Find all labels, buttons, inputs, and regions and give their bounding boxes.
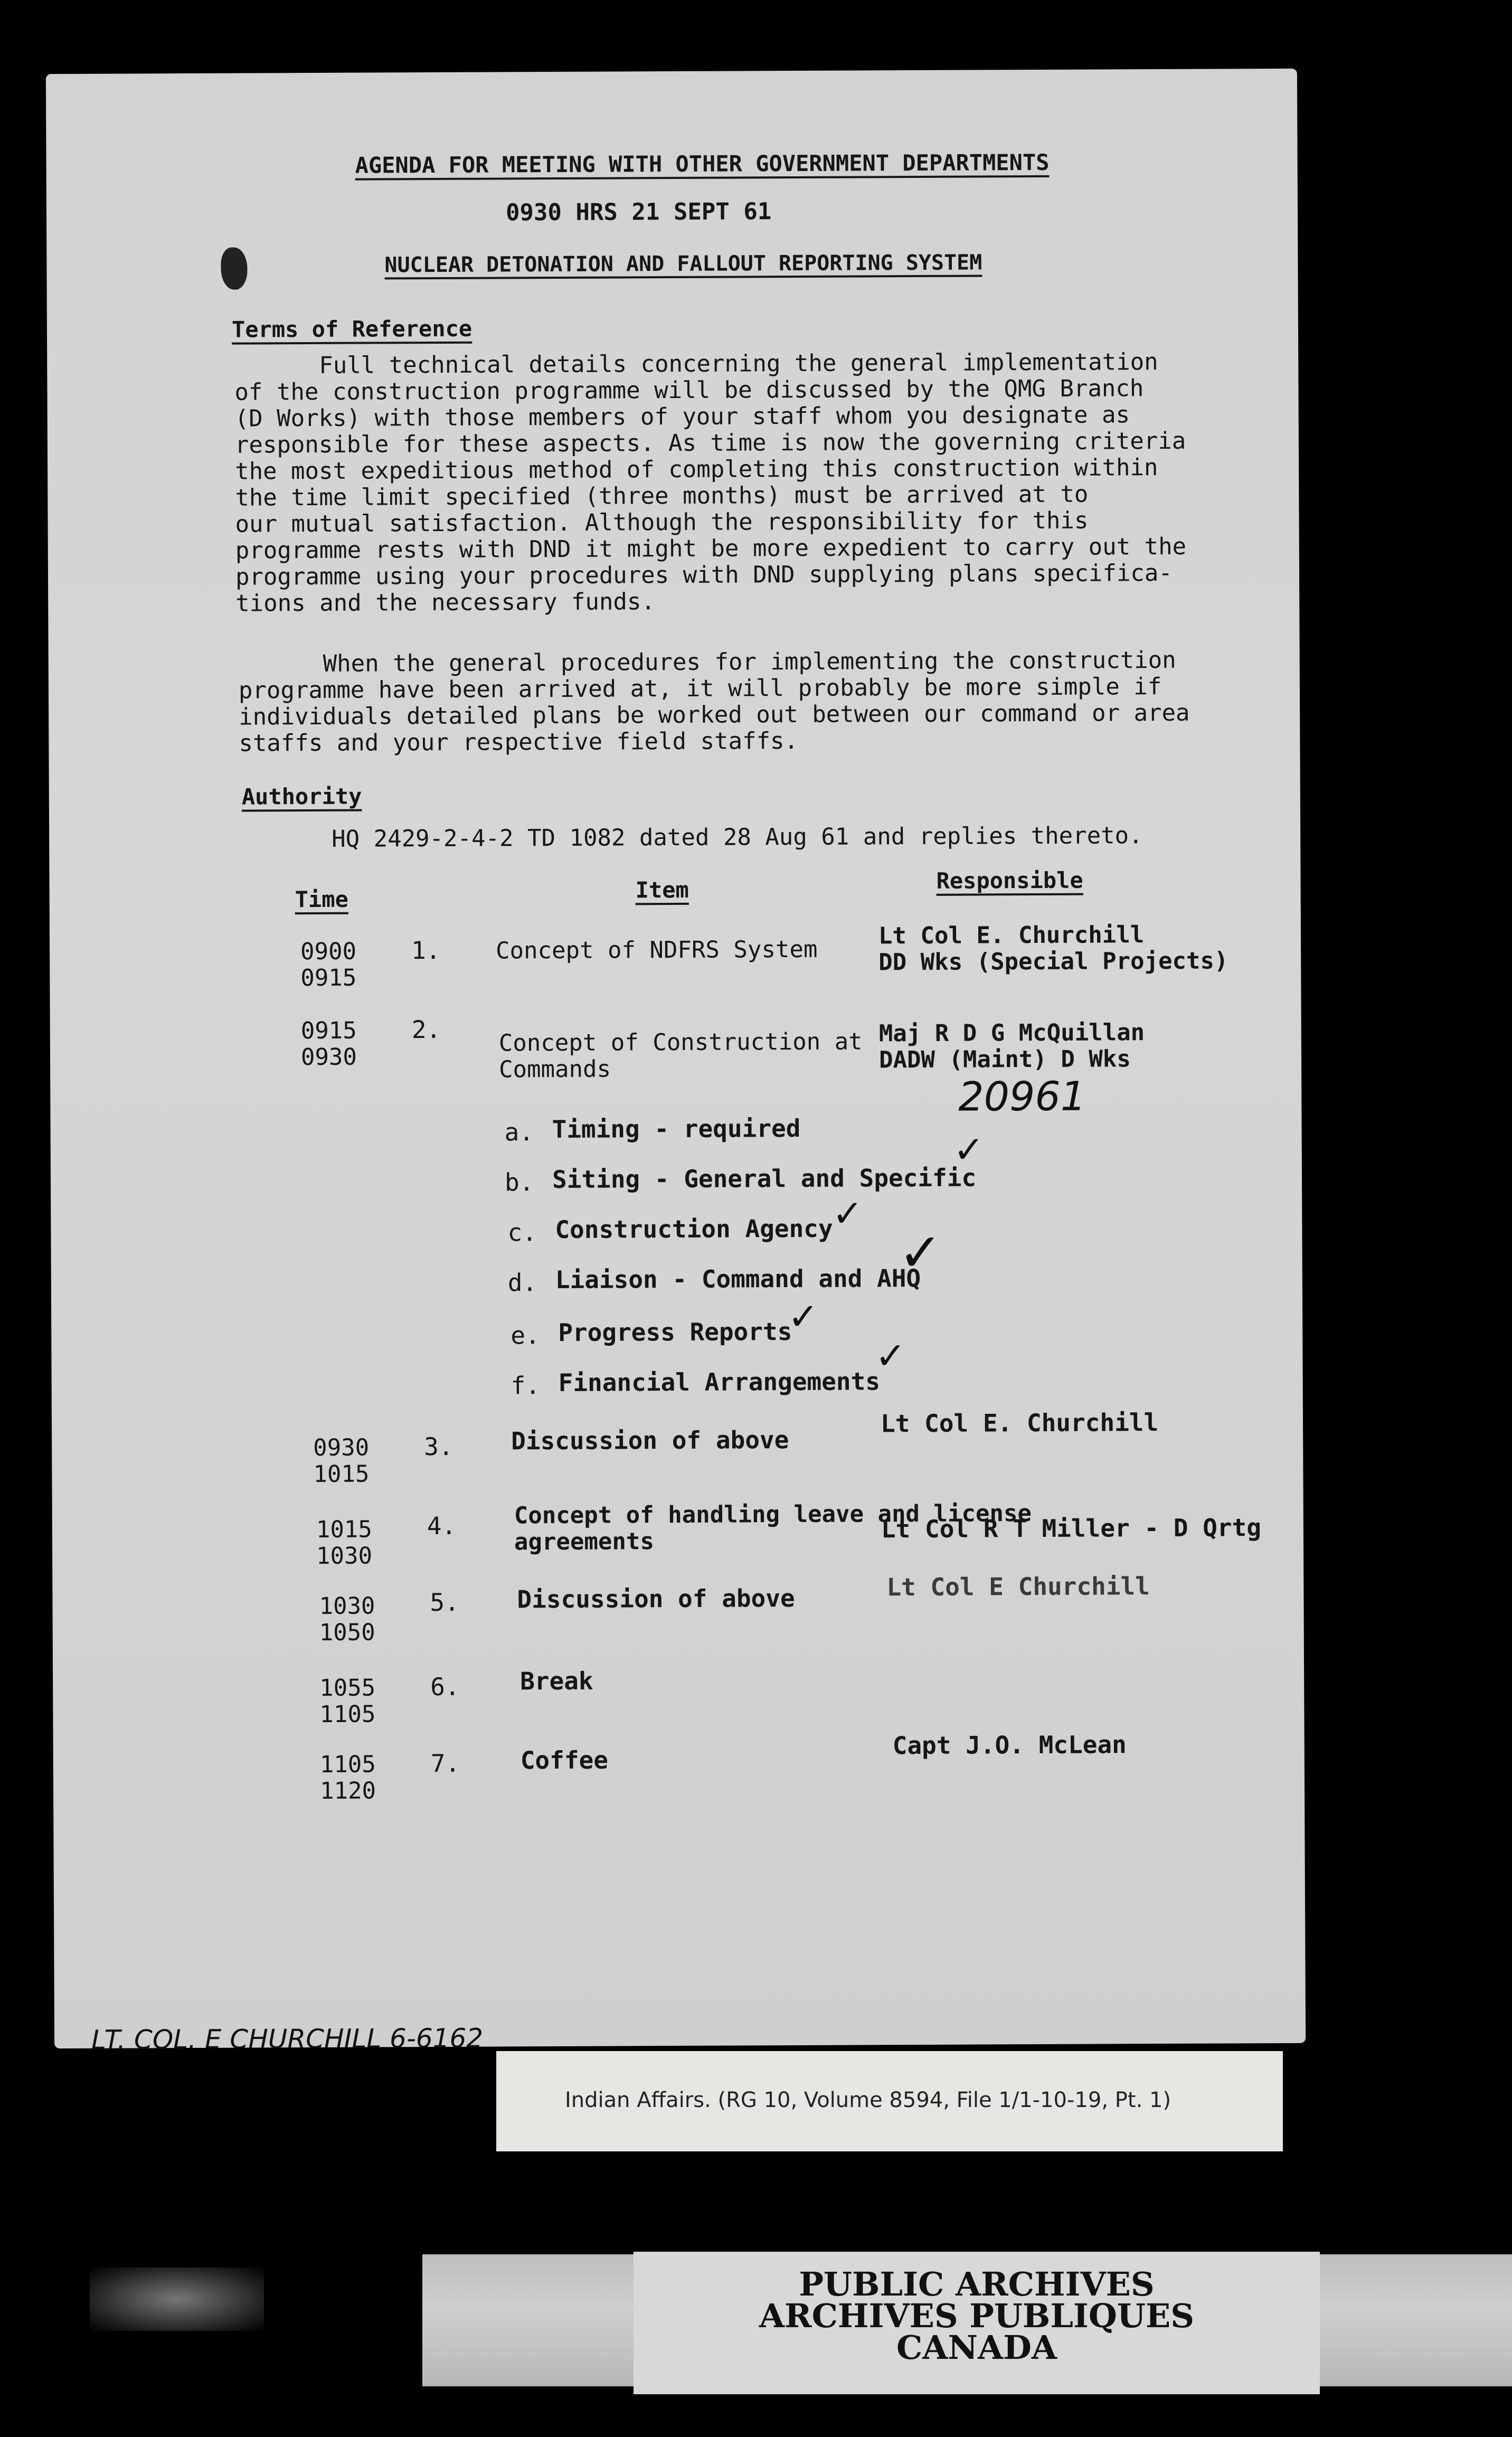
para2-line: When the general procedures for implementing the construction [323,646,1176,677]
check-mark-icon: ✓ [875,1334,906,1378]
row-2-item [499,1028,863,1083]
handwritten-contact-note: LT. COL. E CHURCHILL 6-6162 [91,2023,484,2055]
time-end: 1105 [319,1701,376,1728]
stamp-line-1: PUBLIC ARCHIVES [799,2265,1155,2303]
time-start: 1015 [316,1516,372,1543]
subitem-e-letter: e. [511,1321,540,1350]
item-line: Concept of NDFRS System [495,936,818,965]
row-7-time [320,1751,376,1804]
para1-line: programme rests with DND it might be more expedient to carry out the [235,533,1187,564]
item-line: Concept of handling leave and license [514,1500,1032,1529]
row-4-responsible: Lt Col R T Miller - D Qrtg [881,1513,1262,1544]
item-line: agreements [514,1528,655,1556]
time-end: 1015 [313,1460,370,1488]
subitem-d-letter: d. [507,1268,537,1297]
subitem-a-letter: a. [504,1118,534,1147]
subitem-b-letter: b. [504,1168,534,1197]
stamp-line-3: CANADA [896,2328,1057,2367]
row-5-responsible: Lt Col E Churchill [886,1572,1150,1602]
terms-paragraph-1 [234,349,1187,617]
time-end: 1030 [316,1542,373,1570]
responsible-line: Lt Col E. Churchill [878,921,1145,950]
responsible-line: DADW (Maint) D Wks [878,1045,1131,1074]
row-7-item: Coffee [520,1745,609,1775]
check-mark-icon: ✓ [832,1192,864,1235]
authority-heading: Authority [241,783,362,810]
row-7-number: 7. [430,1749,460,1778]
time-start: 1030 [319,1592,375,1620]
para2-line: individuals detailed plans be worked out between our command or area [239,699,1190,731]
col-header-item: Item [635,876,689,903]
time-end: 0915 [300,964,357,992]
time-start: 0900 [300,938,357,966]
para1-line: of the construction programme will be discussed by the QMG Branch [234,375,1144,406]
col-header-responsible: Responsible [936,867,1083,894]
para1-line: (D Works) with those members of your staff whom you designate as [234,401,1130,432]
row-2-number: 2. [411,1015,441,1044]
row-2-time [301,1018,357,1071]
subitem-e-text: Progress Reports [558,1317,792,1347]
row-5-number: 5. [430,1588,459,1617]
terms-paragraph-2 [239,647,1190,757]
col-header-time: Time [295,886,348,913]
responsible-line: DD Wks (Special Projects) [878,947,1228,976]
row-7-responsible: Capt J.O. McLean [892,1730,1127,1760]
stamp-line-2: ARCHIVES PUBLIQUES [759,2297,1195,2335]
time-end: 1050 [319,1619,375,1646]
para1-line: our mutual satisfaction. Although the responsibility for this [235,507,1089,538]
row-1-responsible [878,921,1228,976]
time-end: 0930 [300,1043,357,1071]
time-start: 1055 [319,1674,376,1702]
time-start: 0930 [313,1434,370,1462]
row-3-number: 3. [424,1432,453,1461]
terms-heading: Terms of Reference [231,315,472,343]
subitem-a-text: Timing - required [552,1113,801,1144]
subitem-c-text: Construction Agency [555,1214,833,1244]
item-line: Concept of Construction at [498,1028,863,1057]
punch-hole [221,248,247,290]
para1-line: the most expeditious method of completing this construction within [235,454,1158,485]
document-page [46,69,1306,2055]
row-5-time [319,1593,375,1646]
archive-reference-label: Indian Affairs. (RG 10, Volume 8594, File 1/1-10-19, Pt. 1) [565,2088,1171,2112]
row-4-number: 4. [427,1511,457,1541]
row-1-item [496,937,817,965]
handwritten-file-number: 20961 [958,1072,1086,1120]
subject-heading: NUCLEAR DETONATION AND FALLOUT REPORTING SYSTEM [384,250,982,278]
para1-line: tions and the necessary funds. [235,588,656,617]
row-6-time [319,1675,375,1727]
row-3-time [313,1435,369,1488]
time-start: 1105 [319,1751,376,1778]
check-mark-icon: ✓ [898,1221,943,1284]
time-start: 0915 [300,1017,357,1045]
para1-line: programme using your procedures with DND supplying plans specifica- [235,559,1173,591]
subitem-c-letter: c. [507,1218,537,1247]
subitem-f-letter: f. [511,1371,541,1400]
subitem-b-text: Siting - General and Specific [552,1163,977,1194]
archive-label-card [496,2051,1283,2151]
film-band-shadow [90,2268,264,2331]
row-4-time [316,1517,372,1570]
time-end: 1120 [319,1777,376,1805]
row-2-responsible [879,1019,1145,1073]
para1-line: responsible for these aspects. As time is now the governing criteria [234,427,1186,459]
responsible-line: Maj R D G McQuillan [878,1019,1145,1047]
check-mark-icon: ✓ [953,1128,985,1172]
row-6-number: 6. [430,1672,460,1702]
row-1-time [300,939,356,991]
subitem-f-text: Financial Arrangements [558,1367,881,1397]
check-mark-icon: ✓ [787,1295,819,1339]
authority-reference: HQ 2429-2-4-2 TD 1082 dated 28 Aug 61 and replies thereto. [332,822,1143,853]
row-6-item: Break [520,1666,593,1696]
para1-line: the time limit specified (three months) must be arrived at to [235,480,1089,512]
meeting-time-date: 0930 HRS 21 SEPT 61 [505,198,772,226]
para1-line: Full technical details concerning the general implementation [319,348,1158,379]
row-3-responsible: Lt Col E. Churchill [880,1408,1159,1438]
row-1-number: 1. [411,936,441,965]
para2-line: programme have been arrived at, it will probably be more simple if [238,673,1162,704]
row-5-item: Discussion of above [517,1584,795,1614]
agenda-title: AGENDA FOR MEETING WITH OTHER GOVERNMENT DEPARTMENTS [355,149,1050,178]
row-3-item: Discussion of above [511,1425,789,1456]
subitem-d-text: Liaison - Command and AHQ [555,1263,921,1294]
para2-line: staffs and your respective field staffs. [239,727,799,757]
item-line: Commands [498,1055,611,1083]
